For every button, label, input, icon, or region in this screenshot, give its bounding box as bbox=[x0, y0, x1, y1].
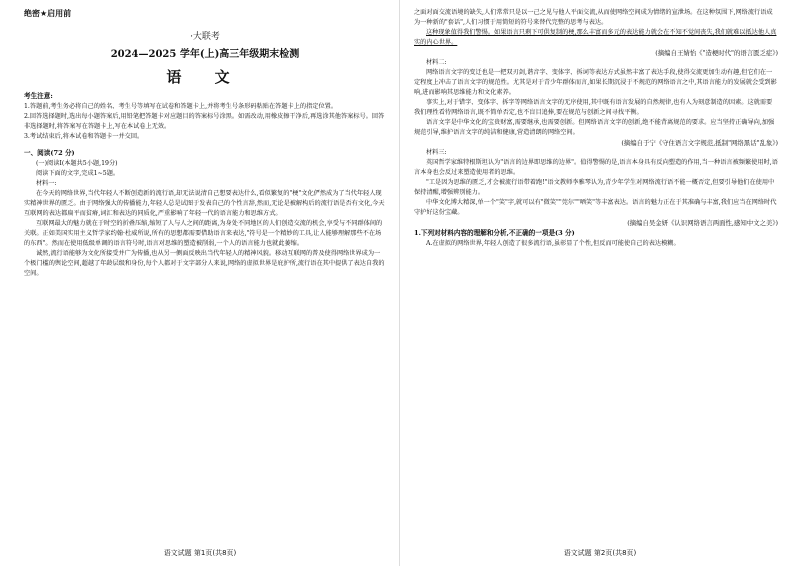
source-citation: (摘编自吴金妍《认识网络语言两面性,感知中文之美》) bbox=[627, 219, 778, 227]
option-a: A.在虚拟的网络世界,年轻人创造了很多流行语,虽彰显了个性,但反而可能使自己的表达模糊。 bbox=[426, 240, 680, 247]
page-right bbox=[400, 0, 800, 566]
notice-item: 2.回答选择题时,选出每小题答案后,用铅笔把答题卡对应题目的答案标号涂黑。如需改动,用橡皮擦干净后,再选涂其他答案标号。回答非选择题时,将答案写在答题卡上,写在本试卷上无效。 bbox=[24, 113, 385, 130]
paragraph: 互联网最大的魅力就在于时空的折叠压缩,缩短了人与人之间的距离,为身处不同地区的人们创造交流的机会,享受与不同群体间的关联。正如美国实用主义哲学家约翰·杜威所说,所有的思想都需要借助语言来表达,"符号是一个精妙的工具,让人能够理解那些不在场的东西"。然而在使用低级单调的语言符号时,语言对思维的塑造被削弱,一个人的语言能力也就此萎缩。 bbox=[24, 220, 383, 247]
subject-title: 语 文 bbox=[166, 68, 244, 86]
paragraph: 英国哲学家维特根斯坦认为"语言的边界即思维的边界"。值得警惕的是,语言本身具有反向塑造的作用,当一种语言被频繁使用时,语言本身也会反过来塑造使用者的思维。 bbox=[414, 159, 778, 176]
material-label: 材料一: bbox=[36, 180, 57, 187]
paragraph: 在今天的网络世界,当代年轻人不断创造新的流行语,却无法说清自己想要表达什么,看似繁复的"梗"文化俨然成为了当代年轻人现实精神世界的匮乏。由于网络强大的传播能力,年轻人总是试图于发表自己的个性言辞,然而,无论是被解构后的流行语是否有文化,今天互联网的表达都扁平而贫瘠,词汇和表达的同质化,严重影响了年轻一代的语言能力和思维方式。 bbox=[24, 190, 385, 217]
notice-title: 考生注意: bbox=[24, 92, 53, 100]
paragraph: 事实上,对于错字、变体字、拆字等网络语言文字的无序使用,其中既有语言发展的自然规律,也有人为刻意制造的因素。这就需要我们理性看待网络语言,既不简单否定,也不盲目追捧,要在规范与创新之间寻找平衡。 bbox=[414, 99, 773, 116]
section-title: 一、阅读(72 分) bbox=[24, 149, 75, 157]
year-title: 2024—2025 学年(上)高三年级期末检测 bbox=[110, 49, 300, 60]
material-body bbox=[414, 68, 778, 138]
page-footer: 语文试题 第1页(共8页) bbox=[163, 549, 237, 557]
underlined-paragraph: 这种现象值得我们警惕。如果语言只剩下可供复制的梗,那么丰富而多元的表达能力就会在不知不觉间丧失,我们就难以抵达他人真实的内心世界。 bbox=[414, 29, 777, 46]
instruction: 阅读下面的文字,完成1~5题。 bbox=[36, 170, 120, 177]
paragraph: "工是因为思维的匮乏,才会被流行语带着跑!"语文教师李雅琴认为,青少年学生对网络流行语不能一概否定,但要引导他们在使用中保持清醒,增强辨别能力。 bbox=[414, 179, 775, 196]
confidential-mark: 绝密★启用前 bbox=[24, 9, 72, 18]
exam-name: ·大联考 bbox=[190, 32, 220, 42]
notice-item: 1.答题前,考生务必将自己的姓名、考生号等填写在试卷和答题卡上,并将考生号条形码粘贴在答题卡上的指定位置。 bbox=[24, 103, 338, 110]
question-stem: 1.下列对材料内容的理解和分析,不正确的一项是(3 分) bbox=[414, 229, 575, 237]
material-label: 材料二: bbox=[426, 59, 447, 66]
source-citation: (摘编自于宁《守住语言文字规范,抵制"网络黑话"乱象》) bbox=[621, 139, 778, 147]
material-body bbox=[24, 189, 386, 279]
material-label: 材料三: bbox=[426, 149, 447, 156]
paragraph: 网络语言文字的变迁也是一把双刃剑,谐音字、变体字、拆词等表达方式虽然丰富了表达手段,使得交流更加生动有趣,但它们在一定程度上冲击了语言文字的规范性。尤其是对于青少年群体而言,如果长期沉浸于不规范的网络语言之中,其语言能力的发展就会受到影响,进而影响其思维能力和文化素养。 bbox=[414, 69, 777, 96]
paragraph: 中华文化博大精深,单一个"笑"字,就可以有"微笑""莞尔""哂笑"等丰富表达。语言的魅力正在于其准确与丰富,我们应当在网络时代守护好这份宝藏。 bbox=[414, 199, 777, 216]
source-citation: (摘编自王婧怡《"造梗时代"的语言匮乏症》) bbox=[655, 49, 778, 57]
notice-item: 3.考试结束后,将本试卷和答题卡一并交回。 bbox=[24, 133, 144, 140]
paragraph: 之面对面交流语境的缺失,人们常常只是以一己之见与他人平面交流,从而使网络空间成为情绪的宣泄场。在这种氛围下,网络流行语成为一种新的"套话",人们习惯于用简短的符号来替代完整的思考与表达。 bbox=[414, 9, 773, 26]
paragraph: 诚然,流行语能够为文化所接受并广为传播,也从另一侧面反映出当代年轻人的精神风貌。移动互联网的普及使得网络世界成为一个极门槛的舆论空间,超越了年龄层级和身份,每个人都对于文字部分人来说,网络的虚拟世界是庇护所,流行语在其中提供了表达自我的空间。 bbox=[24, 250, 385, 277]
page-footer: 语文试题 第2页(共8页) bbox=[563, 549, 637, 557]
material-body bbox=[414, 158, 778, 218]
paragraph: 语言文字是中华文化的宝贵财富,需要继承,也需要创新。但网络语言文字的创新,绝不能背离规范的要求。应当坚持正确导向,加强规范引导,维护语言文字的纯洁和健康,营造清朗的网络空间。 bbox=[414, 119, 775, 136]
continued-text bbox=[414, 8, 778, 48]
notice-list bbox=[24, 102, 386, 142]
subsection-title: (一)阅读I(本题共5小题,19分) bbox=[36, 160, 118, 167]
